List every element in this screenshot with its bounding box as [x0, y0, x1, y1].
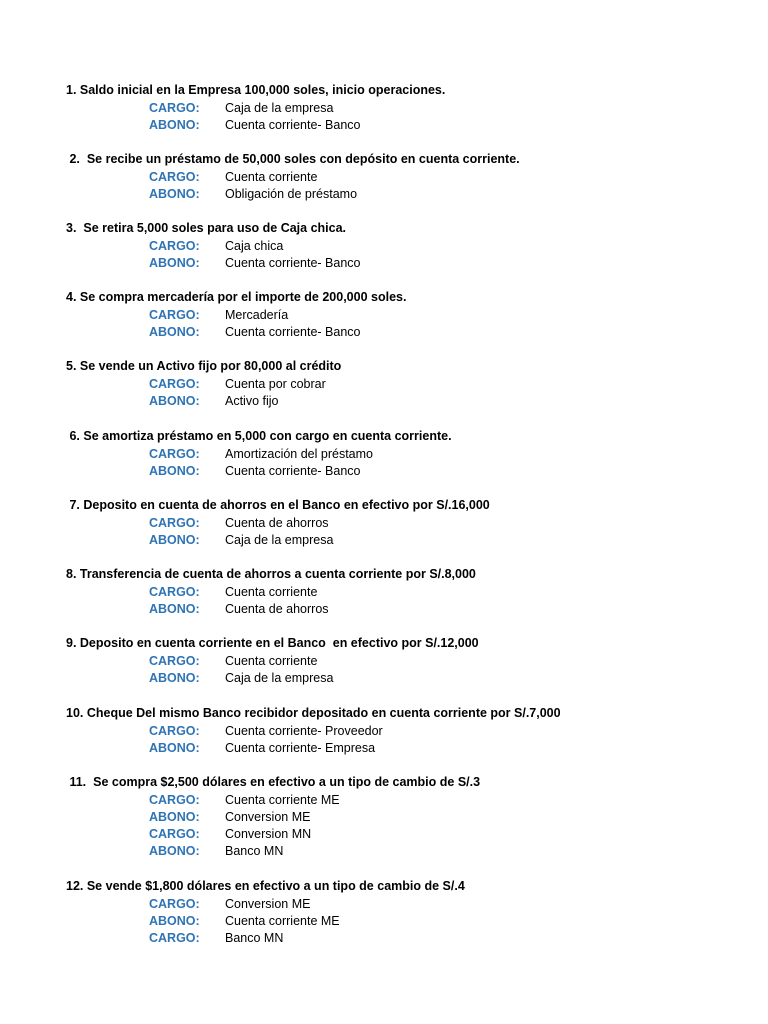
- cargo-label: CARGO:: [149, 169, 200, 184]
- entry-line: [66, 809, 746, 826]
- entry-title: 5. Se vende un Activo fijo por 80,000 al crédito: [66, 359, 342, 373]
- abono-label: ABONO:: [149, 463, 200, 478]
- entry-line: [66, 100, 746, 117]
- account-name: Amortización del préstamo: [225, 446, 373, 461]
- account-name: Activo fijo: [225, 393, 279, 408]
- entry-10: [66, 705, 746, 757]
- entry-title: 1. Saldo inicial en la Empresa 100,000 soles, inicio operaciones.: [66, 83, 446, 97]
- cargo-label: CARGO:: [149, 238, 200, 253]
- cargo-label: CARGO:: [149, 376, 200, 391]
- entry-title: 11. Se compra $2,500 dólares en efectivo a un tipo de cambio de S/.3: [66, 775, 481, 789]
- cargo-label: CARGO:: [149, 827, 200, 842]
- account-name: Cuenta de ahorros: [225, 601, 329, 616]
- account-name: Caja chica: [225, 238, 284, 253]
- entry-line: [66, 307, 746, 324]
- account-name: Caja de la empresa: [225, 100, 334, 115]
- entry-8: [66, 566, 746, 618]
- entry-line: [66, 255, 746, 272]
- entry-6: [66, 428, 746, 480]
- account-name: Cuenta de ahorros: [225, 515, 329, 530]
- abono-label: ABONO:: [149, 186, 200, 201]
- entry-line: [66, 792, 746, 809]
- account-name: Obligación de préstamo: [225, 186, 358, 201]
- account-name: Conversion ME: [225, 896, 311, 911]
- entry-3: [66, 220, 746, 272]
- entry-line: [66, 515, 746, 532]
- entry-title: 10. Cheque Del mismo Banco recibidor depositado en cuenta corriente por S/.7,000: [66, 706, 561, 720]
- entry-title: 2. Se recibe un préstamo de 50,000 soles con depósito en cuenta corriente.: [66, 152, 520, 166]
- abono-label: ABONO:: [149, 393, 200, 408]
- entry-title: 7. Deposito en cuenta de ahorros en el Banco en efectivo por S/.16,000: [66, 498, 490, 512]
- entry-title: 12. Se vende $1,800 dólares en efectivo a un tipo de cambio de S/.4: [66, 879, 465, 893]
- cargo-label: CARGO:: [149, 723, 200, 738]
- entry-9: [66, 635, 746, 687]
- entry-title: 3. Se retira 5,000 soles para uso de Caja chica.: [66, 221, 347, 235]
- cargo-label: CARGO:: [149, 515, 200, 530]
- entry-2: [66, 151, 746, 203]
- abono-label: ABONO:: [149, 532, 200, 547]
- entry-line: [66, 896, 746, 913]
- account-name: Mercadería: [225, 307, 289, 322]
- cargo-label: CARGO:: [149, 100, 200, 115]
- account-name: Conversion MN: [225, 827, 312, 842]
- entry-line: [66, 740, 746, 757]
- cargo-label: CARGO:: [149, 307, 200, 322]
- cargo-label: CARGO:: [149, 931, 200, 946]
- entry-line: [66, 463, 746, 480]
- account-name: Cuenta corriente- Banco: [225, 463, 361, 478]
- abono-label: ABONO:: [149, 809, 200, 824]
- account-name: Cuenta corriente- Proveedor: [225, 723, 383, 738]
- cargo-label: CARGO:: [149, 653, 200, 668]
- account-name: Banco MN: [225, 844, 284, 859]
- account-name: Cuenta corriente- Banco: [225, 324, 361, 339]
- account-name: Caja de la empresa: [225, 670, 334, 685]
- entry-line: [66, 169, 746, 186]
- abono-label: ABONO:: [149, 670, 200, 685]
- entry-title: 6. Se amortiza préstamo en 5,000 con cargo en cuenta corriente.: [66, 429, 452, 443]
- account-name: Banco MN: [225, 931, 284, 946]
- entry-7: [66, 497, 746, 549]
- entry-5: [66, 358, 746, 410]
- abono-label: ABONO:: [149, 601, 200, 616]
- entry-line: [66, 826, 746, 843]
- entry-line: [66, 186, 746, 203]
- entry-title: 9. Deposito en cuenta corriente en el Banco en efectivo por S/.12,000: [66, 636, 479, 650]
- abono-label: ABONO:: [149, 844, 200, 859]
- entry-title: 8. Transferencia de cuenta de ahorros a cuenta corriente por S/.8,000: [66, 567, 476, 581]
- entry-line: [66, 913, 746, 930]
- entry-12: [66, 878, 746, 947]
- entry-line: [66, 670, 746, 687]
- entry-line: [66, 376, 746, 393]
- account-name: Cuenta corriente: [225, 584, 318, 599]
- account-name: Cuenta corriente- Banco: [225, 255, 361, 270]
- entry-line: [66, 393, 746, 410]
- account-name: Cuenta corriente- Empresa: [225, 740, 376, 755]
- entry-line: [66, 532, 746, 549]
- abono-label: ABONO:: [149, 913, 200, 928]
- cargo-label: CARGO:: [149, 584, 200, 599]
- entry-line: [66, 238, 746, 255]
- entry-11: [66, 774, 746, 861]
- account-name: Cuenta corriente ME: [225, 792, 340, 807]
- abono-label: ABONO:: [149, 740, 200, 755]
- abono-label: ABONO:: [149, 255, 200, 270]
- entry-4: [66, 289, 746, 341]
- entry-1: [66, 82, 746, 134]
- cargo-label: CARGO:: [149, 896, 200, 911]
- entry-line: [66, 843, 746, 860]
- entry-line: [66, 446, 746, 463]
- account-name: Cuenta corriente: [225, 169, 318, 184]
- abono-label: ABONO:: [149, 324, 200, 339]
- cargo-label: CARGO:: [149, 792, 200, 807]
- abono-label: ABONO:: [149, 117, 200, 132]
- cargo-label: CARGO:: [149, 446, 200, 461]
- account-name: Cuenta por cobrar: [225, 376, 326, 391]
- entry-line: [66, 324, 746, 341]
- entry-line: [66, 723, 746, 740]
- entry-line: [66, 653, 746, 670]
- entry-line: [66, 117, 746, 134]
- account-name: Caja de la empresa: [225, 532, 334, 547]
- account-name: Conversion ME: [225, 809, 311, 824]
- entry-line: [66, 930, 746, 947]
- account-name: Cuenta corriente- Banco: [225, 117, 361, 132]
- entry-line: [66, 601, 746, 618]
- entry-line: [66, 584, 746, 601]
- account-name: Cuenta corriente ME: [225, 913, 340, 928]
- entry-title: 4. Se compra mercadería por el importe de 200,000 soles.: [66, 290, 407, 304]
- account-name: Cuenta corriente: [225, 653, 318, 668]
